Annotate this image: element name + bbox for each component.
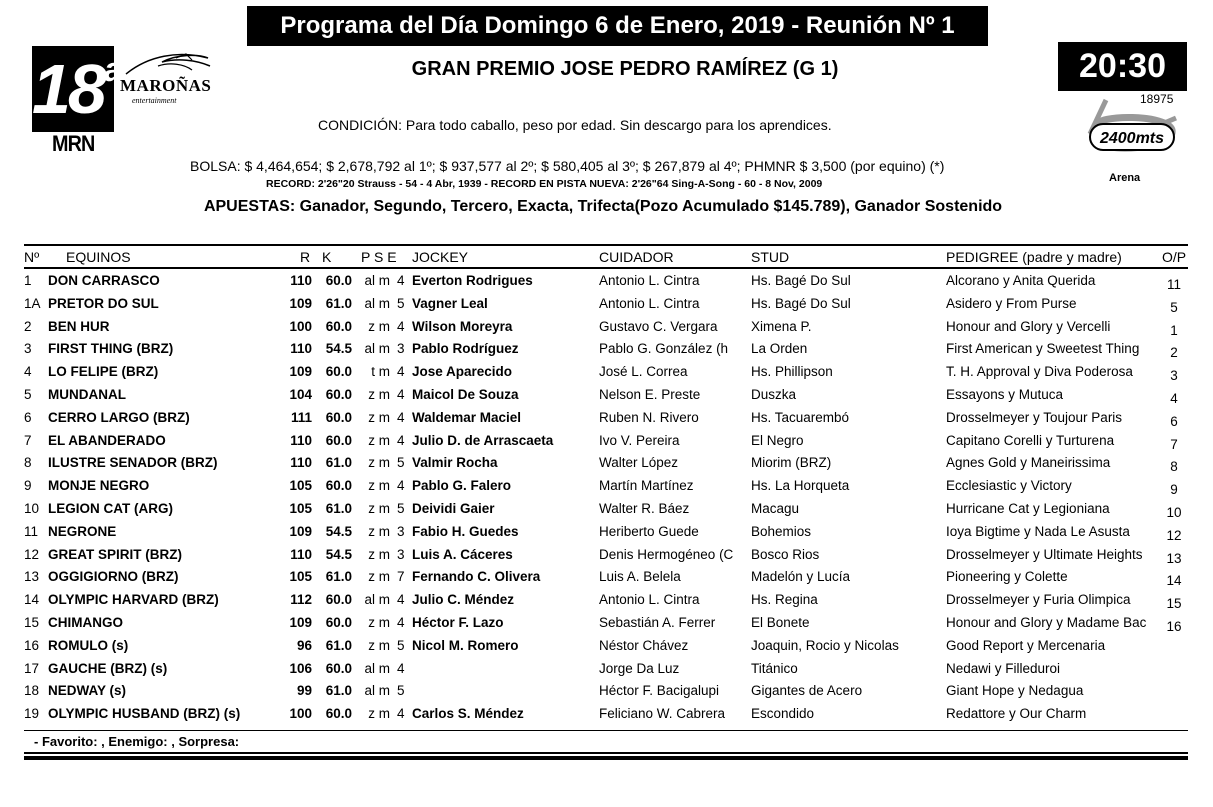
logo-text: MAROÑAS [120, 76, 212, 95]
weight: 60.0 [325, 432, 352, 448]
rating: 109 [289, 295, 312, 311]
entry-number: 10 [24, 501, 40, 516]
jockey-name: Julio C. Méndez [412, 592, 515, 608]
jockey-name: Fernando C. Olivera [412, 569, 541, 585]
bets-info: APUESTAS: Ganador, Segundo, Tercero, Exacta, Trifecta(Pozo Acumulado $145.789), Ganador Sostenido [203, 198, 1003, 215]
horse-name: LO FELIPE (BRZ) [48, 364, 159, 380]
age: 3 [397, 341, 405, 357]
horse-name: OLYMPIC HUSBAND (BRZ) (s) [48, 706, 241, 722]
stud-name: Ximena P. [751, 318, 812, 334]
jockey-name: Deividi Gaier [412, 501, 495, 516]
stud-name: Titánico [751, 660, 798, 676]
odds-program: 5 [1170, 299, 1178, 315]
rating: 110 [290, 432, 312, 448]
stud-name: Hs. Regina [751, 592, 818, 608]
table-row [0, 498, 1213, 521]
age: 4 [397, 660, 405, 676]
trainer-name: Néstor Chávez [599, 637, 689, 653]
jockey-name: Jose Aparecido [412, 364, 513, 380]
table-row [0, 521, 1213, 544]
entry-number: 3 [24, 341, 32, 357]
jockey-name: Vagner Leal [412, 295, 488, 311]
race-number-badge [32, 46, 120, 132]
header-bottom-line [24, 267, 1188, 269]
horse-name: OLYMPIC HARVARD (BRZ) [48, 592, 219, 608]
rating: 110 [290, 455, 312, 471]
trainer-name: Ivo V. Pereira [599, 432, 680, 448]
jockey-name: Fabio H. Guedes [412, 523, 519, 539]
footer-rule-2 [24, 756, 1188, 760]
col-pedigree: PEDIGREE (padre y madre) [946, 249, 1122, 265]
pedigree: Redattore y Our Charm [946, 706, 1087, 722]
pedigree: Nedawi y Filleduroi [946, 660, 1061, 676]
odds-program: 3 [1170, 368, 1178, 384]
program-title: Programa del Día Domingo 6 de Enero, 2019 - Reunión Nº 1 [247, 6, 988, 46]
stud-name: Bosco Rios [751, 546, 820, 562]
weight: 60.0 [325, 273, 352, 288]
weight: 54.5 [325, 523, 352, 539]
entry-number: 18 [24, 683, 40, 699]
position-style: al m [364, 295, 390, 311]
entry-number: 1A [24, 295, 41, 311]
table-row [0, 361, 1213, 384]
rating: 109 [289, 523, 312, 539]
col-trainer: CUIDADOR [599, 249, 674, 265]
table-row [0, 635, 1213, 658]
age: 3 [397, 523, 405, 539]
age: 4 [397, 318, 405, 334]
race-number-suffix: a [103, 51, 120, 89]
horse-name: NEGRONE [48, 523, 117, 539]
horse-name: PRETOR DO SUL [48, 295, 159, 311]
odds-program: 8 [1170, 459, 1178, 475]
position-style: al m [364, 273, 390, 288]
rating: 105 [289, 501, 312, 516]
horse-name: NEDWAY (s) [48, 683, 127, 699]
position-style: z m [368, 432, 390, 448]
odds-program: 11 [1166, 277, 1181, 292]
odds-program: 13 [1166, 550, 1182, 566]
odds-program: 12 [1166, 527, 1182, 543]
rating: 110 [290, 546, 312, 562]
footer-rule-1 [24, 752, 1188, 754]
rating: 109 [289, 615, 312, 630]
col-jockey: JOCKEY [412, 249, 469, 265]
race-id: 18975 [1140, 92, 1174, 106]
trainer-name: Feliciano W. Cabrera [599, 706, 726, 722]
horse-name: MUNDANAL [48, 387, 126, 402]
age: 5 [397, 455, 405, 471]
col-k: K [322, 249, 332, 265]
jockey-name: Waldemar Maciel [412, 409, 522, 425]
table-row [0, 338, 1213, 361]
purse-info: BOLSA: $ 4,464,654; $ 2,678,792 al 1º; $ 937,577 al 2º; $ 580,405 al 3º; $ 267,879 al 4º; PHMNR $ 3,500 (por equino) (*) [190, 158, 945, 174]
stud-name: Gigantes de Acero [751, 683, 863, 699]
weight: 61.0 [325, 683, 352, 699]
age: 7 [397, 569, 405, 585]
pedigree: T. H. Approval y Diva Poderosa [946, 364, 1133, 380]
trainer-name: Walter R. Báez [599, 501, 690, 516]
weight: 60.0 [325, 706, 352, 722]
table-row [0, 475, 1213, 498]
entry-number: 7 [24, 432, 32, 448]
trainer-name: Gustavo C. Vergara [599, 318, 718, 334]
table-row [0, 680, 1213, 703]
table-row [0, 566, 1213, 589]
position-style: z m [368, 501, 390, 516]
table-row [0, 293, 1213, 316]
stud-name: Madelón y Lucía [751, 569, 851, 585]
rating: 111 [290, 409, 312, 425]
pedigree: First American y Sweetest Thing [946, 341, 1140, 357]
table-row [0, 430, 1213, 453]
col-horse: EQUINOS [66, 249, 131, 265]
post-time: 20:30 [1058, 42, 1187, 91]
horse-name: CERRO LARGO (BRZ) [48, 409, 190, 425]
distance-label: 2400mts [1099, 130, 1165, 147]
age: 4 [397, 706, 405, 722]
jockey-name: Valmir Rocha [412, 455, 498, 471]
rating: 105 [289, 478, 312, 494]
weight: 60.0 [325, 615, 352, 630]
weight: 60.0 [325, 318, 352, 334]
rating: 104 [289, 387, 312, 402]
pedigree: Giant Hope y Nedagua [946, 683, 1084, 699]
jockey-name: Carlos S. Méndez [412, 706, 524, 722]
jockey-name: Héctor F. Lazo [412, 615, 504, 630]
pedigree: Drosselmeyer y Ultimate Heights [946, 546, 1143, 562]
col-r: R [300, 249, 311, 265]
rating: 99 [296, 683, 312, 699]
rating: 106 [289, 660, 312, 676]
weight: 60.0 [325, 478, 352, 494]
odds-program: 2 [1170, 345, 1178, 361]
stud-name: Miorim (BRZ) [751, 455, 832, 471]
trainer-name: Antonio L. Cintra [599, 295, 700, 311]
pedigree: Pioneering y Colette [946, 569, 1068, 585]
pedigree: Essayons y Mutuca [946, 387, 1064, 402]
entry-number: 16 [24, 637, 40, 653]
trainer-name: Sebastián A. Ferrer [599, 615, 716, 630]
horse-name: GREAT SPIRIT (BRZ) [48, 546, 182, 562]
odds-program: 4 [1170, 391, 1178, 406]
pedigree: Ecclesiastic y Victory [946, 478, 1072, 494]
position-style: z m [368, 637, 390, 653]
pedigree: Hurricane Cat y Legioniana [946, 501, 1110, 516]
jockey-name: Luis A. Cáceres [412, 546, 513, 562]
header-top-line [24, 244, 1188, 246]
entry-number: 11 [24, 523, 39, 539]
age: 4 [397, 615, 405, 630]
entry-number: 6 [24, 409, 32, 425]
weight: 61.0 [325, 637, 352, 653]
age: 4 [397, 478, 405, 494]
position-style: z m [368, 409, 390, 425]
weight: 60.0 [325, 592, 352, 608]
race-condition: CONDICIÓN: Para todo caballo, peso por edad. Sin descargo para los aprendices. [318, 117, 832, 133]
stud-name: Joaquin, Rocio y Nicolas [751, 637, 899, 653]
trainer-name: Héctor F. Bacigalupi [599, 683, 720, 699]
table-row [0, 452, 1213, 475]
weight: 61.0 [325, 501, 352, 516]
table-row [0, 612, 1213, 635]
horse-name: FIRST THING (BRZ) [48, 341, 174, 357]
table-row [0, 658, 1213, 681]
trainer-name: Heriberto Guede [599, 523, 699, 539]
pedigree: Drosselmeyer y Furia Olimpica [946, 592, 1131, 608]
pedigree: Agnes Gold y Maneirissima [946, 455, 1111, 471]
weight: 60.0 [325, 409, 352, 425]
logo-subtext: entertainment [132, 96, 177, 105]
stud-name: Hs. Tacuarembó [751, 409, 850, 425]
position-style: z m [368, 546, 390, 562]
weight: 61.0 [325, 295, 352, 311]
rating: 110 [290, 341, 312, 357]
table-row [0, 316, 1213, 339]
rating: 112 [290, 592, 312, 608]
horse-name: OGGIGIORNO (BRZ) [48, 569, 179, 585]
trainer-name: Ruben N. Rivero [599, 409, 699, 425]
trainer-name: Pablo G. González (h [599, 341, 729, 357]
pedigree: Good Report y Mercenaria [946, 637, 1106, 653]
horse-name: DON CARRASCO [48, 273, 160, 288]
pedigree: Asidero y From Purse [946, 295, 1077, 311]
age: 4 [397, 592, 405, 608]
age: 3 [397, 546, 405, 562]
age: 4 [397, 432, 405, 448]
jockey-name: Pablo Rodríguez [412, 341, 519, 357]
rating: 110 [290, 273, 312, 288]
rating: 105 [289, 569, 312, 585]
weight: 61.0 [325, 569, 352, 585]
table-row [0, 384, 1213, 407]
age: 4 [397, 273, 405, 288]
col-op: O/P [1162, 249, 1187, 265]
pedigree: Alcorano y Anita Querida [946, 273, 1096, 288]
surface-label: Arena [1109, 172, 1141, 184]
col-pse: P S E [361, 249, 397, 265]
table-row [0, 589, 1213, 612]
entry-number: 8 [24, 455, 32, 471]
horse-name: GAUCHE (BRZ) (s) [48, 660, 168, 676]
age: 5 [397, 501, 405, 516]
stud-name: Hs. Bagé Do Sul [751, 273, 851, 288]
trainer-name: Jorge Da Luz [599, 660, 680, 676]
entry-number: 4 [24, 364, 32, 380]
stud-name: Hs. La Horqueta [751, 478, 850, 494]
jockey-name: Wilson Moreyra [412, 318, 513, 334]
entry-number: 5 [24, 387, 32, 402]
odds-program: 6 [1170, 413, 1178, 429]
stud-name: Hs. Phillipson [751, 364, 833, 380]
entry-number: 14 [24, 592, 40, 608]
horse-name: EL ABANDERADO [48, 432, 166, 448]
rating: 96 [296, 637, 312, 653]
picks-footer: - Favorito: , Enemigo: , Sorpresa: [34, 734, 240, 749]
stud-name: Escondido [751, 706, 815, 722]
rating: 109 [289, 364, 312, 380]
weight: 54.5 [325, 546, 352, 562]
table-row [0, 270, 1213, 293]
trainer-name: Nelson E. Preste [599, 387, 701, 402]
trainer-name: Walter López [599, 455, 679, 471]
weight: 61.0 [325, 455, 352, 471]
age: 5 [397, 683, 405, 699]
position-style: z m [368, 569, 390, 585]
pedigree: Drosselmeyer y Toujour Paris [946, 409, 1123, 425]
entry-number: 9 [24, 478, 32, 494]
position-style: al m [364, 683, 390, 699]
position-style: al m [364, 341, 390, 357]
entry-number: 17 [24, 660, 40, 676]
rating: 100 [289, 706, 312, 722]
table-row [0, 703, 1213, 726]
horse-name: ILUSTRE SENADOR (BRZ) [48, 455, 218, 471]
pedigree: Ioya Bigtime y Nada Le Asusta [946, 523, 1130, 539]
odds-program: 16 [1166, 619, 1182, 634]
stud-name: La Orden [751, 341, 808, 357]
weight: 60.0 [325, 387, 352, 402]
stud-name: Bohemios [751, 523, 812, 539]
pedigree: Capitano Corelli y Turturena [946, 432, 1115, 448]
rating: 100 [289, 318, 312, 334]
entry-number: 15 [24, 615, 40, 630]
pedigree: Honour and Glory y Madame Bac [946, 615, 1147, 630]
entry-number: 13 [24, 569, 40, 585]
horse-name: ROMULO (s) [48, 637, 129, 653]
trainer-name: Antonio L. Cintra [599, 592, 700, 608]
odds-program: 15 [1166, 596, 1182, 612]
record-info: RECORD: 2'26"20 Strauss - 54 - 4 Abr, 1939 - RECORD EN PISTA NUEVA: 2'26"64 Sing-A-Song - 60 - 8 Nov, 2009 [266, 178, 823, 190]
race-name: GRAN PREMIO JOSE PEDRO RAMÍREZ (G 1) [411, 58, 839, 80]
position-style: z m [368, 478, 390, 494]
odds-program: 10 [1166, 505, 1182, 520]
position-style: z m [368, 387, 390, 402]
col-num: Nº [24, 249, 40, 265]
jockey-name: Maicol De Souza [412, 387, 519, 402]
jockey-name: Julio D. de Arrascaeta [412, 432, 554, 448]
horse-name: CHIMANGO [48, 615, 123, 630]
age: 4 [397, 387, 405, 402]
table-row [0, 407, 1213, 430]
col-stud: STUD [751, 249, 790, 265]
horse-name: MONJE NEGRO [48, 478, 150, 494]
position-style: al m [364, 592, 390, 608]
position-style: al m [364, 660, 390, 676]
weight: 54.5 [325, 341, 352, 357]
entry-number: 19 [24, 706, 40, 722]
trainer-name: Luis A. Belela [599, 569, 681, 585]
race-number: 18 [32, 50, 104, 128]
odds-program: 7 [1170, 436, 1178, 452]
jockey-name: Nicol M. Romero [412, 637, 519, 653]
pedigree: Honour and Glory y Vercelli [946, 318, 1111, 334]
position-style: z m [368, 318, 390, 334]
stud-name: Macagu [751, 501, 800, 516]
entry-number: 12 [24, 546, 40, 562]
odds-program: 1 [1170, 322, 1178, 338]
position-style: z m [368, 615, 390, 630]
trainer-name: Denis Hermogéneo (C [599, 546, 734, 562]
trainer-name: Antonio L. Cintra [599, 273, 700, 288]
stud-name: El Bonete [751, 615, 810, 630]
trainer-name: José L. Correa [599, 364, 688, 380]
position-style: t m [371, 364, 390, 380]
position-style: z m [368, 455, 390, 471]
age: 4 [397, 409, 405, 425]
jockey-name: Pablo G. Falero [412, 478, 512, 494]
table-row [0, 544, 1213, 567]
stud-name: El Negro [751, 432, 804, 448]
odds-program: 14 [1166, 573, 1182, 589]
weight: 60.0 [325, 364, 352, 380]
stud-name: Hs. Bagé Do Sul [751, 295, 851, 311]
position-style: z m [368, 523, 390, 539]
stud-name: Duszka [751, 387, 797, 402]
trainer-name: Martín Martínez [599, 478, 694, 494]
track-oval-icon [1076, 94, 1188, 172]
entry-number: 1 [24, 273, 32, 288]
jockey-name: Everton Rodrigues [412, 273, 533, 288]
entry-number: 2 [24, 318, 32, 334]
position-style: z m [368, 706, 390, 722]
odds-program: 9 [1170, 482, 1178, 498]
track-code: MRN [52, 131, 95, 156]
weight: 60.0 [325, 660, 352, 676]
horse-name: BEN HUR [48, 318, 110, 334]
horse-name: LEGION CAT (ARG) [48, 501, 173, 516]
age: 4 [397, 364, 405, 380]
age: 5 [397, 295, 405, 311]
table-bottom-line [24, 730, 1188, 731]
age: 5 [397, 637, 405, 653]
